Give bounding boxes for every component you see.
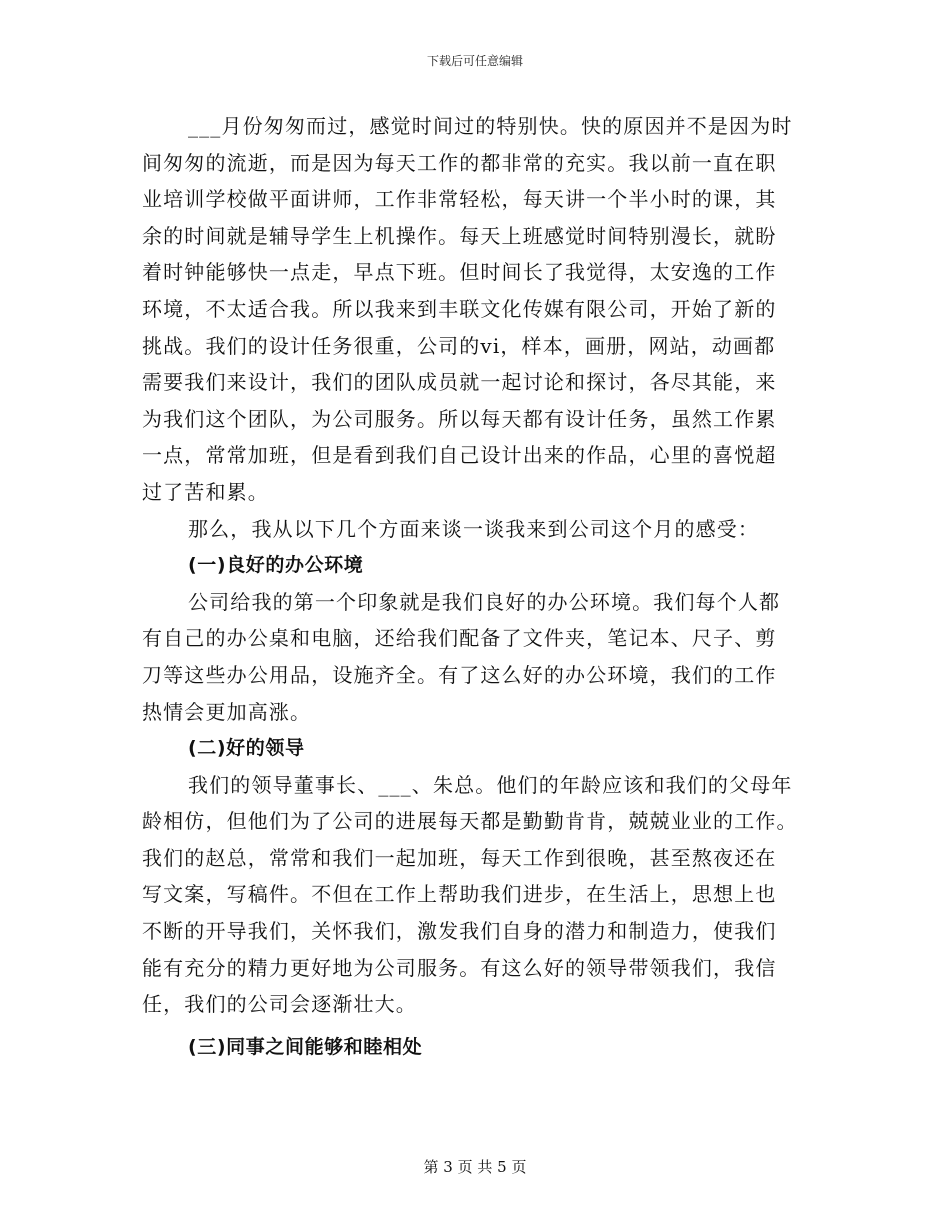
text-line: 有自己的办公桌和电脑，还给我们配备了文件夹，笔记本、尺子、剪 [142, 626, 777, 651]
text-line: 需要我们来设计，我们的团队成员就一起讨论和探讨，各尽其能，来 [142, 370, 777, 395]
text-line: 我们的赵总，常常和我们一起加班，每天工作到很晚，甚至熬夜还在 [142, 845, 777, 870]
text-line: 写文案，写稿件。不但在工作上帮助我们进步，在生活上，思想上也 [142, 882, 777, 907]
page-footer: 第 3 页 共 5 页 [423, 1158, 527, 1176]
text-line: 我们的领导董事长、___、朱总。他们的年龄应该和我们的父母年 [188, 772, 793, 797]
text-line: 业培训学校做平面讲师，工作非常轻松，每天讲一个半小时的课，其 [142, 187, 777, 212]
text-line: 间匆匆的流逝，而是因为每天工作的都非常的充实。我以前一直在职 [142, 150, 777, 175]
document-body [142, 108, 808, 1065]
text-line: 余的时间就是辅导学生上机操作。每天上班感觉时间特别漫长，就盼 [142, 223, 777, 248]
paragraph-overview [142, 511, 808, 548]
text-line: 任，我们的公司会逐渐壮大。 [142, 992, 417, 1017]
text-line: 挑战。我们的设计任务很重，公司的vi，样本，画册，网站，动画都 [142, 333, 776, 358]
text-line: 龄相仿，但他们为了公司的进展每天都是勤勤肯肯，兢兢业业的工作。 [142, 809, 798, 834]
text-line: 刀等这些办公用品，设施齐全。有了这么好的办公环境，我们的工作 [142, 662, 777, 687]
paragraph-intro [142, 108, 808, 511]
section-heading-3: (三)同事之间能够和睦相处 [188, 1035, 423, 1058]
paragraph-office-environment [142, 584, 808, 730]
text-line: 不断的开导我们，关怀我们，激发我们自身的潜力和制造力，使我们 [142, 919, 777, 944]
paragraph-leadership [142, 767, 808, 1023]
section-heading-1: (一)良好的办公环境 [188, 554, 364, 577]
text-line: 一点，常常加班，但是看到我们自己设计出来的作品，心里的喜悦超 [142, 443, 777, 468]
text-line: 环境，不太适合我。所以我来到丰联文化传媒有限公司，开始了新的 [142, 296, 777, 321]
text-line: 热情会更加高涨。 [142, 699, 312, 724]
text-line: 公司给我的第一个印象就是我们良好的办公环境。我们每个人都 [188, 589, 781, 614]
text-line: 为我们这个团队，为公司服务。所以每天都有设计任务，虽然工作累 [142, 406, 777, 431]
text-line: 那么，我从以下几个方面来谈一谈我来到公司这个月的感受： [188, 516, 760, 541]
page-header: 下载后可任意编辑 [426, 54, 523, 68]
text-line: 着时钟能够快一点走，早点下班。但时间长了我觉得，太安逸的工作 [142, 260, 777, 285]
text-line: ___月份匆匆而过，感觉时间过的特别快。快的原因并不是因为时 [188, 114, 793, 138]
text-line: 能有充分的精力更好地为公司服务。有这么好的领导带领我们，我信 [142, 955, 777, 980]
section-heading-2: (二)好的领导 [188, 737, 305, 760]
text-line: 过了苦和累。 [142, 479, 269, 504]
